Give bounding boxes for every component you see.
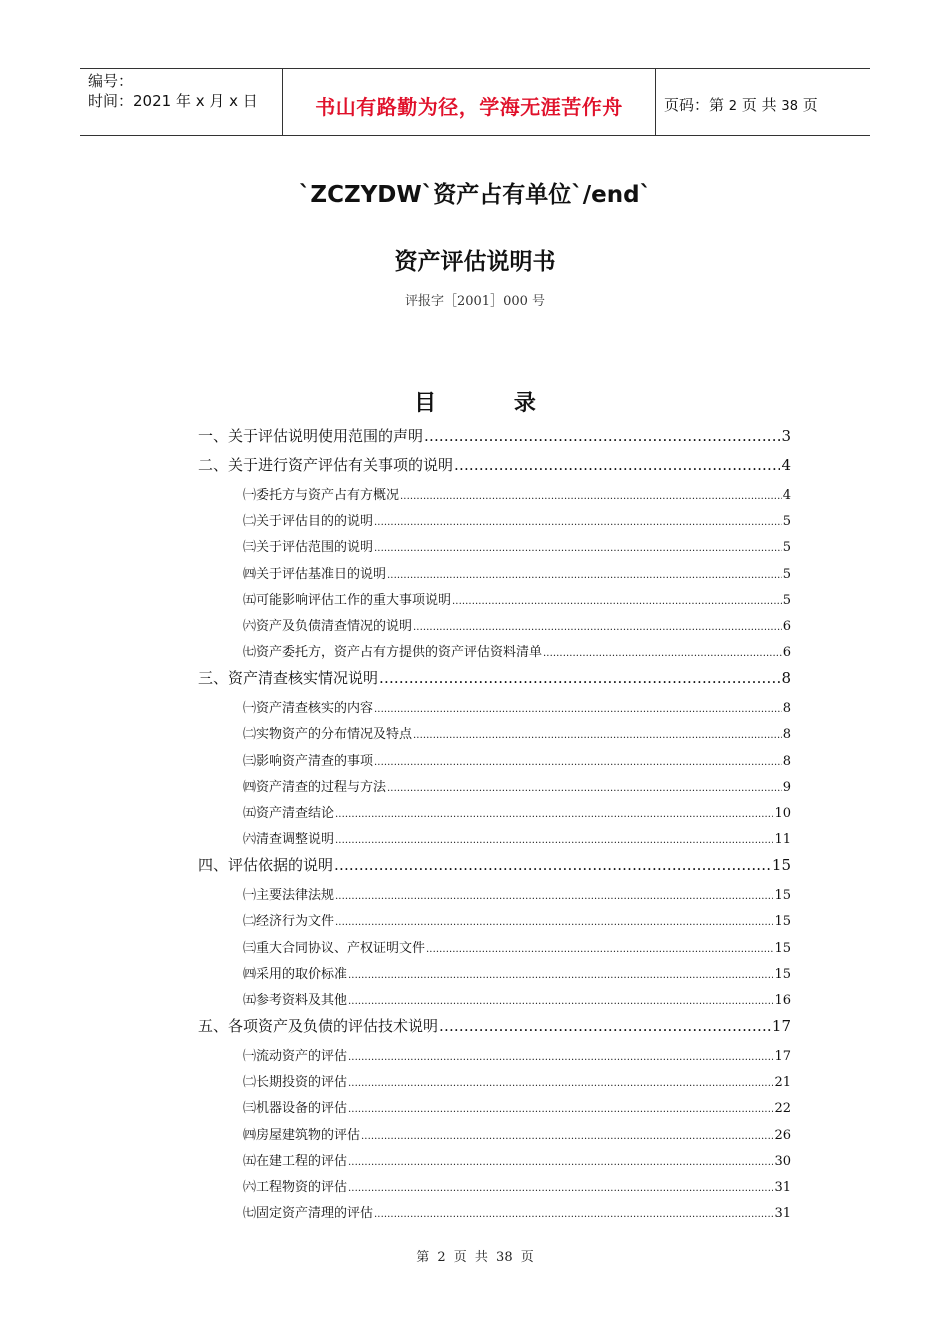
toc-leader-dots	[348, 970, 773, 981]
toc-entry-page: 15	[771, 856, 791, 875]
toc-entry[interactable]	[243, 1150, 791, 1169]
toc-entry-label: 一、关于评估说明使用范围的声明	[198, 427, 424, 445]
toc-entry-page: 6	[782, 645, 791, 661]
toc-entry-label: ㈣资产清查的过程与方法	[243, 779, 387, 795]
toc-entry-page: 9	[782, 779, 791, 795]
toc-leader-dots	[348, 1104, 773, 1115]
toc-entry-page: 3	[781, 427, 791, 445]
toc-entry-page: 15	[774, 888, 791, 904]
toc-entry-page: 8	[782, 727, 791, 743]
toc-entry-page: 31	[774, 1180, 791, 1195]
toc-leader-dots	[454, 456, 780, 474]
page-prefix: 页码：第	[664, 96, 725, 114]
toc-entry-page: 8	[782, 753, 791, 769]
toc-heading: 目 录	[414, 391, 536, 416]
toc-entry[interactable]	[243, 884, 791, 903]
toc-leader-dots	[374, 543, 782, 554]
page-total: 38	[781, 99, 798, 114]
header-motto: 书山有路勤为径，学海无涯苦作舟	[315, 95, 623, 119]
toc-entry-label: ㈥资产及负债清查情况的说明	[243, 619, 413, 634]
toc-leader-dots	[439, 1017, 771, 1035]
toc-leader-dots	[348, 1157, 773, 1168]
toc-leader-dots	[361, 1131, 773, 1142]
toc-leader-dots	[348, 1183, 773, 1194]
toc-entry-page: 15	[774, 940, 791, 956]
page-footer: 第 2 页 共 38 页	[416, 1250, 534, 1265]
page-suffix: 页	[802, 96, 818, 114]
toc-entry[interactable]	[243, 910, 791, 929]
toc-leader-dots	[413, 622, 782, 633]
toc-entry[interactable]	[243, 563, 791, 582]
page-mid: 页 共	[741, 96, 777, 114]
toc-entry[interactable]	[243, 536, 791, 555]
toc-entry[interactable]	[243, 1202, 791, 1221]
toc-entry[interactable]	[243, 641, 791, 660]
toc-entry[interactable]	[243, 697, 791, 716]
toc-entry-page: 5	[782, 566, 791, 582]
toc-entry[interactable]	[243, 989, 791, 1008]
toc-leader-dots	[424, 427, 780, 445]
toc-leader-dots	[335, 809, 773, 820]
toc-leader-dots	[374, 704, 782, 715]
toc-entry[interactable]	[243, 1071, 791, 1090]
toc-entry[interactable]	[243, 510, 791, 529]
toc-entry-page: 4	[781, 456, 791, 474]
serial-label: 编号：	[88, 72, 134, 90]
toc-entry-page: 17	[774, 1049, 791, 1064]
toc-entry[interactable]	[198, 667, 791, 688]
toc-entry[interactable]	[243, 1097, 791, 1116]
toc-leader-dots	[335, 891, 773, 902]
toc-leader-dots	[413, 730, 782, 741]
toc-entry-page: 6	[782, 619, 791, 634]
toc-entry[interactable]	[198, 1015, 791, 1036]
page-number: 2	[728, 99, 738, 114]
toc-entry-page: 21	[774, 1075, 791, 1091]
toc-entry-page: 22	[774, 1101, 791, 1117]
toc-entry-page: 5	[782, 540, 791, 556]
document-title-org: `ZCZYDW`资产占有单位`/end`	[298, 182, 652, 208]
toc-leader-dots	[374, 1209, 773, 1220]
toc-entry-label: ㈦资产委托方，资产占有方提供的资产评估资料清单	[243, 645, 543, 661]
toc-entry[interactable]	[243, 828, 791, 847]
toc-entry[interactable]	[243, 802, 791, 821]
toc-entry[interactable]	[243, 1045, 791, 1064]
toc-entry[interactable]	[243, 963, 791, 982]
document-title: 资产评估说明书	[394, 249, 556, 275]
toc-entry-label: ㈡关于评估目的的说明	[243, 514, 374, 530]
toc-leader-dots	[348, 996, 773, 1007]
toc-entry-page: 4	[782, 488, 791, 503]
toc-leader-dots	[335, 835, 773, 846]
toc-leader-dots	[374, 757, 782, 768]
toc-leader-dots	[543, 648, 782, 659]
toc-entry-label: ㈦固定资产清理的评估	[243, 1206, 374, 1222]
toc-leader-dots	[387, 783, 782, 794]
toc-entry[interactable]	[243, 776, 791, 795]
toc-entry-page: 30	[774, 1153, 791, 1169]
toc-entry-label: ㈢关于评估范围的说明	[243, 540, 374, 556]
toc-entry-page: 17	[771, 1017, 791, 1035]
toc-entry-label: ㈥清查调整说明	[243, 832, 335, 848]
toc-entry-label: ㈣采用的取价标准	[243, 966, 348, 982]
toc-entry[interactable]	[243, 484, 791, 503]
toc-entry-label: ㈤参考资料及其他	[243, 993, 348, 1008]
toc-leader-dots	[400, 491, 782, 502]
toc-entry-label: ㈥工程物资的评估	[243, 1180, 348, 1195]
toc-leader-dots	[452, 596, 782, 607]
toc-entry-label: ㈠流动资产的评估	[243, 1049, 348, 1064]
toc-entry[interactable]	[243, 1124, 791, 1143]
toc-entry-page: 15	[774, 914, 791, 930]
toc-entry-label: ㈣房屋建筑物的评估	[243, 1127, 361, 1143]
toc-entry-page: 5	[782, 592, 791, 608]
toc-entry-label: ㈠委托方与资产占有方概况	[243, 488, 400, 503]
toc-entry-page: 10	[774, 806, 791, 821]
toc-entry-page: 26	[774, 1127, 791, 1143]
toc-entry-label: ㈢重大合同协议、产权证明文件	[243, 940, 426, 956]
time-label: 时间：2021 年 x 月 x 日	[88, 92, 258, 110]
toc-entry-label: ㈡实物资产的分布情况及特点	[243, 727, 413, 743]
toc-entry-label: ㈤资产清查结论	[243, 806, 335, 821]
toc-leader-dots	[348, 1052, 773, 1063]
toc-entry-label: ㈡经济行为文件	[243, 914, 335, 930]
toc-entry[interactable]	[243, 723, 791, 742]
toc-entry[interactable]	[243, 589, 791, 608]
toc-entry-page: 31	[774, 1206, 791, 1222]
toc-entry[interactable]	[243, 615, 791, 634]
toc-entry[interactable]	[198, 854, 791, 875]
toc-entry-label: ㈢影响资产清查的事项	[243, 753, 374, 769]
toc-entry-page: 15	[774, 966, 791, 982]
toc-entry-label: 二、关于进行资产评估有关事项的说明	[198, 456, 454, 474]
toc-entry-label: ㈤在建工程的评估	[243, 1153, 348, 1169]
toc-entry-page: 8	[782, 701, 791, 717]
toc-entry-label: ㈠主要法律法规	[243, 888, 335, 904]
toc-entry[interactable]	[243, 937, 791, 956]
toc-entry[interactable]	[243, 1176, 791, 1195]
toc-entry-label: 四、评估依据的说明	[198, 856, 334, 875]
toc-entry-label: ㈤可能影响评估工作的重大事项说明	[243, 592, 452, 608]
toc-leader-dots	[334, 856, 771, 874]
toc-entry[interactable]	[198, 425, 791, 446]
toc-entry-page: 11	[774, 832, 791, 848]
report-number: 评报字［2001］000 号	[404, 294, 546, 309]
toc-leader-dots	[348, 1078, 773, 1089]
toc-entry-label: ㈣关于评估基准日的说明	[243, 566, 387, 582]
toc-leader-dots	[379, 669, 780, 687]
toc-leader-dots	[387, 570, 782, 581]
toc-entry-label: 五、各项资产及负债的评估技术说明	[198, 1017, 439, 1035]
toc-entry[interactable]	[243, 750, 791, 769]
toc-entry-label: ㈡长期投资的评估	[243, 1075, 348, 1091]
toc-leader-dots	[335, 917, 773, 928]
toc-entry-label: ㈠资产清查核实的内容	[243, 701, 374, 717]
toc-entry[interactable]	[198, 454, 791, 475]
toc-entry-label: ㈢机器设备的评估	[243, 1101, 348, 1117]
toc-leader-dots	[426, 944, 773, 955]
toc-entry-label: 三、资产清查核实情况说明	[198, 669, 379, 688]
toc-leader-dots	[374, 517, 782, 528]
toc-entry-page: 16	[774, 993, 791, 1008]
toc-entry-page: 8	[781, 669, 791, 688]
toc-entry-page: 5	[782, 514, 791, 530]
